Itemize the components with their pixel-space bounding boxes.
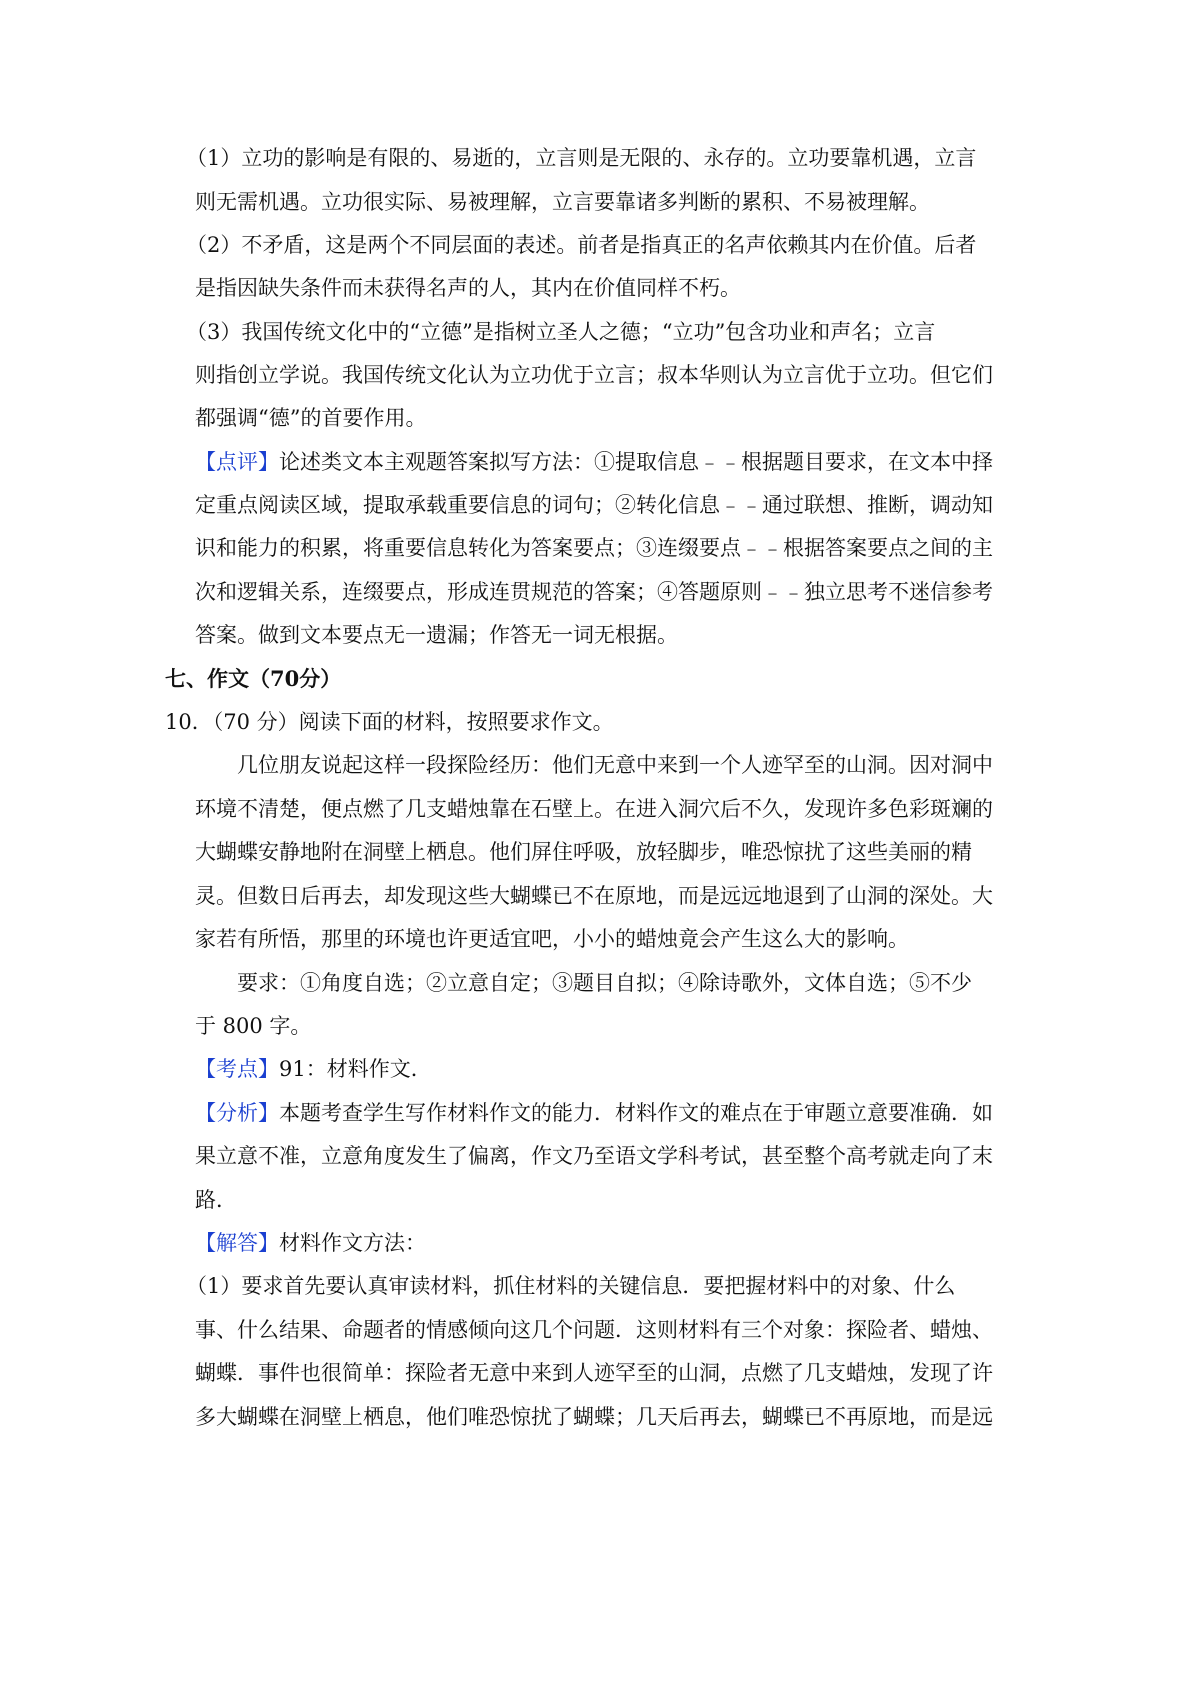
jieda-line-1: （1）要求首先要认真审读材料，抓住材料的关键信息．要把握材料中的对象、什么 — [186, 1274, 956, 1298]
material-line-1: 几位朋友说起这样一段探险经历：他们无意中来到一个人迹罕至的山洞。因对洞中 — [237, 753, 993, 777]
material-line-3: 大蝴蝶安静地附在洞壁上栖息。他们屏住呼吸，放轻脚步，唯恐惊扰了这些美丽的精 — [195, 840, 972, 864]
jieda-line-3: 蝴蝶．事件也很简单：探险者无意中来到人迹罕至的山洞，点燃了几支蜡烛，发现了许 — [195, 1361, 993, 1385]
comment-line-3: 识和能力的积累，将重要信息转化为答案要点；③连缀要点﹣﹣根据答案要点之间的主 — [195, 536, 993, 560]
material-line-5: 家若有所悟，那里的环境也许更适宜吧，小小的蜡烛竟会产生这么大的影响。 — [195, 927, 909, 951]
answer-item-3-line-3: 都强调“德”的首要作用。 — [195, 406, 427, 430]
jieda-line-intro — [0, 1228, 1200, 1258]
section-heading-prefix: 七、作文（ — [165, 666, 270, 691]
jieda-line-4: 多大蝴蝶在洞壁上栖息，他们唯恐惊扰了蝴蝶；几天后再去，蝴蝶已不再原地，而是远 — [195, 1405, 993, 1429]
jieda-line-2: 事、什么结果、命题者的情感倾向这几个问题．这则材料有三个对象：探险者、蜡烛、 — [195, 1318, 993, 1342]
section-heading — [0, 664, 1200, 694]
fenxi-line-2: 果立意不准，立意角度发生了偏离，作文乃至语文学科考试，甚至整个高考就走向了末 — [195, 1144, 993, 1168]
answer-item-2-line-1: （2）不矛盾，这是两个不同层面的表述。前者是指真正的名声依赖其内在价值。后者 — [186, 233, 977, 257]
answer-item-3-line-2: 则指创立学说。我国传统文化认为立功优于立言；叔本华则认为立言优于立功。但它们 — [195, 363, 993, 387]
answer-item-3-line-1: （3）我国传统文化中的“立德”是指树立圣人之德；“立功”包含功业和声名；立言 — [186, 320, 936, 344]
section-heading-score: 70 — [270, 666, 300, 691]
fenxi-line-1 — [0, 1098, 1200, 1128]
kaodian-line — [0, 1054, 1200, 1084]
comment-line-2: 定重点阅读区域，提取承载重要信息的词句；②转化信息﹣﹣通过联想、推断，调动知 — [195, 493, 993, 517]
section-heading-suffix: 分） — [299, 666, 342, 691]
comment-text-1: 论述类文本主观题答案拟写方法：①提取信息﹣﹣根据题目要求，在文本中择 — [279, 450, 993, 474]
comment-tag: 【点评】 — [195, 450, 279, 474]
answer-item-2-line-2: 是指因缺失条件而未获得名声的人，其内在价值同样不朽。 — [195, 276, 741, 300]
question-10-prompt: 10．（70 分）阅读下面的材料，按照要求作文。 — [165, 710, 614, 734]
jieda-tag: 【解答】 — [195, 1231, 279, 1255]
comment-line-1 — [0, 447, 1200, 477]
fenxi-text-1: 本题考查学生写作材料作文的能力．材料作文的难点在于审题立意要准确．如 — [279, 1101, 993, 1125]
fenxi-line-3: 路． — [195, 1188, 237, 1212]
requirements-line-2: 于 800 字。 — [195, 1014, 312, 1038]
answer-item-1-line-1: （1）立功的影响是有限的、易逝的，立言则是无限的、永存的。立功要靠机遇，立言 — [186, 146, 977, 170]
material-line-2: 环境不清楚，便点燃了几支蜡烛靠在石壁上。在进入洞穴后不久，发现许多色彩斑斓的 — [195, 797, 993, 821]
material-line-4: 灵。但数日后再去，却发现这些大蝴蝶已不在原地，而是远远地退到了山洞的深处。大 — [195, 884, 993, 908]
comment-line-5: 答案。做到文本要点无一遗漏；作答无一词无根据。 — [195, 623, 678, 647]
kaodian-tag: 【考点】 — [195, 1057, 279, 1081]
comment-line-4: 次和逻辑关系，连缀要点，形成连贯规范的答案；④答题原则﹣﹣独立思考不迷信参考 — [195, 580, 993, 604]
fenxi-tag: 【分析】 — [195, 1101, 279, 1125]
requirements-line-1: 要求：①角度自选；②立意自定；③题目自拟；④除诗歌外，文体自选；⑤不少 — [237, 971, 972, 995]
jieda-intro-text: 材料作文方法： — [279, 1231, 426, 1255]
answer-item-1-line-2: 则无需机遇。立功很实际、易被理解，立言要靠诸多判断的累积、不易被理解。 — [195, 190, 930, 214]
kaodian-text: 91：材料作文． — [279, 1057, 432, 1081]
